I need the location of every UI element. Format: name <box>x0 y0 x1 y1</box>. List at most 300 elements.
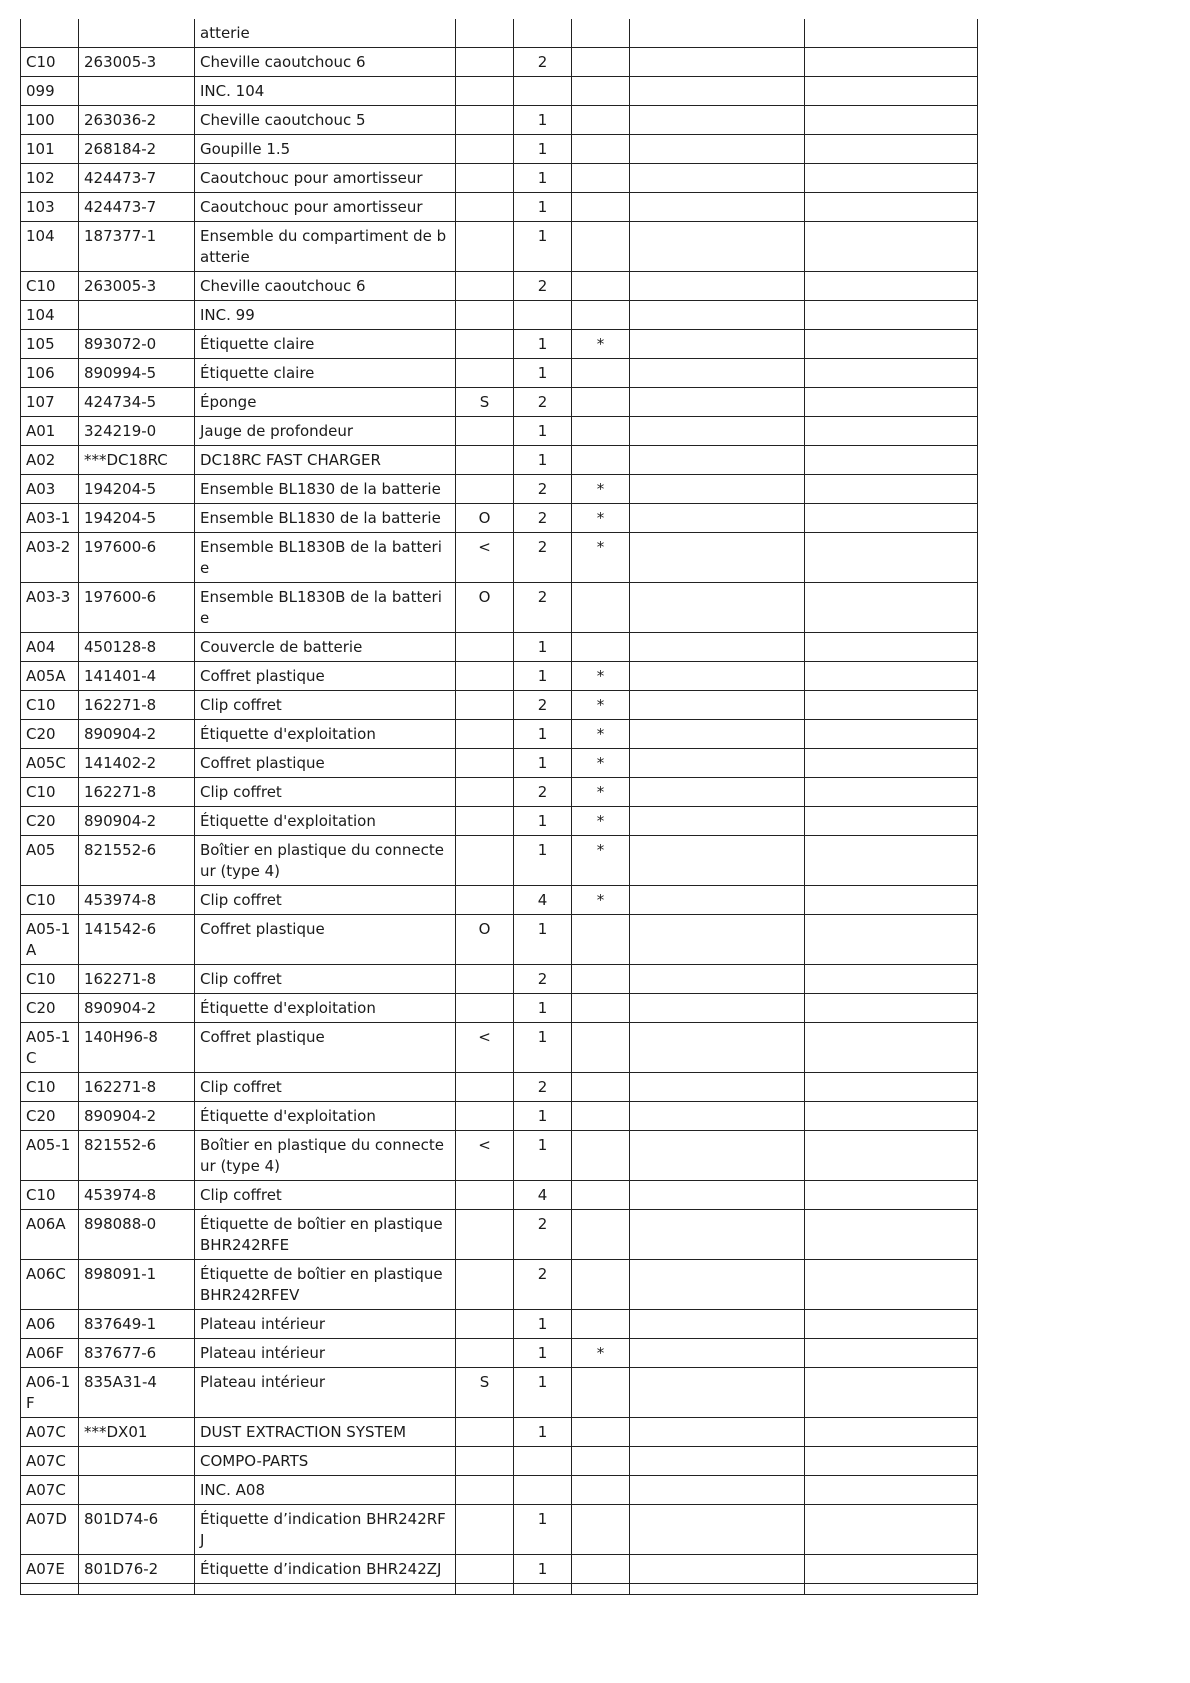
item-number-cell: A06A <box>21 1210 79 1260</box>
table-row <box>21 1447 978 1476</box>
part-number-cell: 194204-5 <box>79 504 195 533</box>
blank-cell <box>630 1505 805 1555</box>
quantity-cell: 4 <box>514 1181 572 1210</box>
quantity-cell: 1 <box>514 720 572 749</box>
table-row <box>21 19 978 48</box>
table-row <box>21 77 978 106</box>
part-number-cell: 263005-3 <box>79 272 195 301</box>
change-mark-cell <box>456 222 514 272</box>
table-row-continuation <box>21 1584 978 1595</box>
change-mark-cell: O <box>456 583 514 633</box>
note-mark-cell <box>572 106 630 135</box>
blank-cell <box>805 475 978 504</box>
blank-cell <box>630 994 805 1023</box>
description-cell: Clip coffret <box>195 691 456 720</box>
part-number-cell: 197600-6 <box>79 583 195 633</box>
item-number-cell: C10 <box>21 778 79 807</box>
change-mark-cell <box>456 836 514 886</box>
item-number-cell: 099 <box>21 77 79 106</box>
quantity-cell: 1 <box>514 164 572 193</box>
blank-cell <box>805 1447 978 1476</box>
change-mark-cell <box>456 106 514 135</box>
blank-cell <box>805 1339 978 1368</box>
quantity-cell: 1 <box>514 633 572 662</box>
blank-cell <box>630 1073 805 1102</box>
table-row <box>21 807 978 836</box>
blank-cell <box>805 164 978 193</box>
part-number-cell: 324219-0 <box>79 417 195 446</box>
part-number-cell: 450128-8 <box>79 633 195 662</box>
blank-cell <box>630 1555 805 1584</box>
quantity-cell: 2 <box>514 504 572 533</box>
description-cell: Clip coffret <box>195 1181 456 1210</box>
note-mark-cell: * <box>572 807 630 836</box>
blank-cell <box>630 1310 805 1339</box>
part-number-cell: ***DX01 <box>79 1418 195 1447</box>
part-number-cell: 890994-5 <box>79 359 195 388</box>
blank-cell <box>805 1073 978 1102</box>
table-row <box>21 359 978 388</box>
blank-cell <box>805 720 978 749</box>
change-mark-cell: O <box>456 915 514 965</box>
description-cell: DC18RC FAST CHARGER <box>195 446 456 475</box>
quantity-cell: 1 <box>514 1023 572 1073</box>
part-number-cell: 263005-3 <box>79 48 195 77</box>
change-mark-cell <box>456 1505 514 1555</box>
table-row <box>21 1418 978 1447</box>
change-mark-cell <box>456 1073 514 1102</box>
table-row <box>21 1368 978 1418</box>
part-number-cell: 898088-0 <box>79 1210 195 1260</box>
table-row <box>21 749 978 778</box>
part-number-cell: 162271-8 <box>79 1073 195 1102</box>
note-mark-cell <box>572 965 630 994</box>
item-number-cell: A07C <box>21 1476 79 1505</box>
change-mark-cell <box>456 886 514 915</box>
blank-cell <box>456 1584 514 1595</box>
quantity-cell: 1 <box>514 359 572 388</box>
quantity-cell: 1 <box>514 1310 572 1339</box>
table-row <box>21 662 978 691</box>
blank-cell <box>630 1447 805 1476</box>
blank-cell <box>805 1260 978 1310</box>
table-row <box>21 691 978 720</box>
quantity-cell: 2 <box>514 1073 572 1102</box>
change-mark-cell <box>456 1339 514 1368</box>
change-mark-cell <box>456 1418 514 1447</box>
item-number-cell: A05-1A <box>21 915 79 965</box>
item-number-cell: C10 <box>21 965 79 994</box>
table-row <box>21 1131 978 1181</box>
item-number-cell: 103 <box>21 193 79 222</box>
blank-cell <box>21 1584 79 1595</box>
note-mark-cell <box>572 1418 630 1447</box>
note-mark-cell: * <box>572 330 630 359</box>
item-number-cell: A05-1C <box>21 1023 79 1073</box>
item-number-cell: 107 <box>21 388 79 417</box>
change-mark-cell <box>456 965 514 994</box>
note-mark-cell: * <box>572 533 630 583</box>
change-mark-cell: < <box>456 1023 514 1073</box>
description-cell: Jauge de profondeur <box>195 417 456 446</box>
change-mark-cell <box>456 19 514 48</box>
description-cell: Étiquette d'exploitation <box>195 720 456 749</box>
change-mark-cell <box>456 1555 514 1584</box>
change-mark-cell <box>456 475 514 504</box>
quantity-cell: 2 <box>514 778 572 807</box>
table-row <box>21 272 978 301</box>
description-cell: Cheville caoutchouc 5 <box>195 106 456 135</box>
note-mark-cell <box>572 272 630 301</box>
description-cell: Goupille 1.5 <box>195 135 456 164</box>
item-number-cell: A03-3 <box>21 583 79 633</box>
part-number-cell: 898091-1 <box>79 1260 195 1310</box>
quantity-cell: 1 <box>514 1555 572 1584</box>
change-mark-cell <box>456 1102 514 1131</box>
description-cell: Étiquette de boîtier en plastique BHR242RFE <box>195 1210 456 1260</box>
note-mark-cell <box>572 1181 630 1210</box>
item-number-cell: 102 <box>21 164 79 193</box>
table-row <box>21 193 978 222</box>
blank-cell <box>805 886 978 915</box>
change-mark-cell <box>456 1210 514 1260</box>
description-cell: Caoutchouc pour amortisseur <box>195 164 456 193</box>
part-number-cell <box>79 1447 195 1476</box>
blank-cell <box>630 662 805 691</box>
table-row <box>21 504 978 533</box>
description-cell: Clip coffret <box>195 886 456 915</box>
blank-cell <box>630 446 805 475</box>
table-row <box>21 135 978 164</box>
part-number-cell: 821552-6 <box>79 836 195 886</box>
change-mark-cell <box>456 633 514 662</box>
table-row <box>21 836 978 886</box>
part-number-cell: 821552-6 <box>79 1131 195 1181</box>
quantity-cell: 1 <box>514 662 572 691</box>
change-mark-cell <box>456 994 514 1023</box>
blank-cell <box>805 1476 978 1505</box>
table-row <box>21 1476 978 1505</box>
description-cell: Cheville caoutchouc 6 <box>195 272 456 301</box>
item-number-cell: C20 <box>21 994 79 1023</box>
description-cell: COMPO-PARTS <box>195 1447 456 1476</box>
change-mark-cell <box>456 691 514 720</box>
blank-cell <box>630 691 805 720</box>
note-mark-cell <box>572 135 630 164</box>
blank-cell <box>805 1584 978 1595</box>
quantity-cell: 2 <box>514 583 572 633</box>
item-number-cell: 105 <box>21 330 79 359</box>
item-number-cell: A03 <box>21 475 79 504</box>
note-mark-cell <box>572 1505 630 1555</box>
item-number-cell: 106 <box>21 359 79 388</box>
item-number-cell: A05-1 <box>21 1131 79 1181</box>
note-mark-cell <box>572 1368 630 1418</box>
note-mark-cell <box>572 164 630 193</box>
blank-cell <box>805 388 978 417</box>
item-number-cell: A06C <box>21 1260 79 1310</box>
blank-cell <box>630 1210 805 1260</box>
blank-cell <box>805 1210 978 1260</box>
change-mark-cell <box>456 301 514 330</box>
change-mark-cell <box>456 193 514 222</box>
note-mark-cell <box>572 1555 630 1584</box>
blank-cell <box>805 807 978 836</box>
item-number-cell: 104 <box>21 301 79 330</box>
change-mark-cell <box>456 446 514 475</box>
item-number-cell: 100 <box>21 106 79 135</box>
note-mark-cell <box>572 1476 630 1505</box>
part-number-cell: 837649-1 <box>79 1310 195 1339</box>
description-cell: Coffret plastique <box>195 662 456 691</box>
part-number-cell: 893072-0 <box>79 330 195 359</box>
description-cell: Étiquette de boîtier en plastique BHR242RFEV <box>195 1260 456 1310</box>
blank-cell <box>805 1418 978 1447</box>
note-mark-cell: * <box>572 475 630 504</box>
blank-cell <box>805 1310 978 1339</box>
note-mark-cell <box>572 1131 630 1181</box>
blank-cell <box>630 388 805 417</box>
item-number-cell: A02 <box>21 446 79 475</box>
blank-cell <box>805 1555 978 1584</box>
part-number-cell: 890904-2 <box>79 807 195 836</box>
blank-cell <box>630 1418 805 1447</box>
part-number-cell: 801D76-2 <box>79 1555 195 1584</box>
table-row <box>21 915 978 965</box>
note-mark-cell <box>572 388 630 417</box>
item-number-cell: A06 <box>21 1310 79 1339</box>
note-mark-cell <box>572 1447 630 1476</box>
change-mark-cell <box>456 1181 514 1210</box>
quantity-cell: 1 <box>514 135 572 164</box>
table-row <box>21 301 978 330</box>
blank-cell <box>805 1102 978 1131</box>
item-number-cell: C10 <box>21 1073 79 1102</box>
item-number-cell: 101 <box>21 135 79 164</box>
part-number-cell: 263036-2 <box>79 106 195 135</box>
blank-cell <box>805 193 978 222</box>
parts-list-body <box>21 19 978 1595</box>
note-mark-cell <box>572 359 630 388</box>
table-row <box>21 886 978 915</box>
blank-cell <box>630 330 805 359</box>
description-cell: Ensemble BL1830 de la batterie <box>195 475 456 504</box>
blank-cell <box>630 1339 805 1368</box>
description-cell: Étiquette d'exploitation <box>195 807 456 836</box>
blank-cell <box>630 720 805 749</box>
quantity-cell: 2 <box>514 388 572 417</box>
table-row <box>21 388 978 417</box>
blank-cell <box>805 533 978 583</box>
blank-cell <box>630 164 805 193</box>
table-row <box>21 533 978 583</box>
description-cell: Étiquette d'exploitation <box>195 994 456 1023</box>
item-number-cell: A01 <box>21 417 79 446</box>
description-cell: Ensemble du compartiment de batterie <box>195 222 456 272</box>
blank-cell <box>630 583 805 633</box>
blank-cell <box>805 135 978 164</box>
blank-cell <box>805 417 978 446</box>
blank-cell <box>805 77 978 106</box>
table-row <box>21 417 978 446</box>
quantity-cell: 2 <box>514 1210 572 1260</box>
table-row <box>21 222 978 272</box>
note-mark-cell: * <box>572 504 630 533</box>
table-row <box>21 778 978 807</box>
item-number-cell: C10 <box>21 272 79 301</box>
blank-cell <box>805 778 978 807</box>
item-number-cell: A07E <box>21 1555 79 1584</box>
blank-cell <box>805 1023 978 1073</box>
blank-cell <box>630 106 805 135</box>
quantity-cell: 1 <box>514 807 572 836</box>
blank-cell <box>630 836 805 886</box>
part-number-cell: 194204-5 <box>79 475 195 504</box>
quantity-cell: 1 <box>514 1102 572 1131</box>
description-cell: DUST EXTRACTION SYSTEM <box>195 1418 456 1447</box>
change-mark-cell <box>456 272 514 301</box>
part-number-cell: 141402-2 <box>79 749 195 778</box>
item-number-cell: A03-2 <box>21 533 79 583</box>
description-cell: Plateau intérieur <box>195 1339 456 1368</box>
part-number-cell: 835A31-4 <box>79 1368 195 1418</box>
blank-cell <box>630 965 805 994</box>
quantity-cell: 1 <box>514 1505 572 1555</box>
table-row <box>21 1210 978 1260</box>
note-mark-cell <box>572 1023 630 1073</box>
table-row <box>21 1505 978 1555</box>
description-cell: Coffret plastique <box>195 915 456 965</box>
item-number-cell: C20 <box>21 1102 79 1131</box>
change-mark-cell <box>456 778 514 807</box>
blank-cell <box>630 222 805 272</box>
change-mark-cell <box>456 48 514 77</box>
note-mark-cell <box>572 19 630 48</box>
note-mark-cell: * <box>572 662 630 691</box>
note-mark-cell <box>572 417 630 446</box>
blank-cell <box>805 691 978 720</box>
blank-cell <box>630 533 805 583</box>
change-mark-cell <box>456 417 514 446</box>
quantity-cell: 2 <box>514 1260 572 1310</box>
quantity-cell <box>514 1476 572 1505</box>
note-mark-cell <box>572 301 630 330</box>
quantity-cell: 1 <box>514 1131 572 1181</box>
note-mark-cell <box>572 446 630 475</box>
blank-cell <box>630 633 805 662</box>
part-number-cell: ***DC18RC <box>79 446 195 475</box>
blank-cell <box>630 193 805 222</box>
change-mark-cell <box>456 720 514 749</box>
blank-cell <box>805 359 978 388</box>
blank-cell <box>630 1368 805 1418</box>
table-row <box>21 446 978 475</box>
note-mark-cell <box>572 583 630 633</box>
quantity-cell: 2 <box>514 691 572 720</box>
blank-cell <box>805 915 978 965</box>
blank-cell <box>630 475 805 504</box>
part-number-cell <box>79 77 195 106</box>
note-mark-cell <box>572 994 630 1023</box>
part-number-cell: 453974-8 <box>79 1181 195 1210</box>
quantity-cell: 1 <box>514 1339 572 1368</box>
description-cell: INC. 104 <box>195 77 456 106</box>
part-number-cell: 141401-4 <box>79 662 195 691</box>
item-number-cell: C10 <box>21 691 79 720</box>
blank-cell <box>805 1368 978 1418</box>
note-mark-cell <box>572 1210 630 1260</box>
quantity-cell <box>514 19 572 48</box>
description-cell: Coffret plastique <box>195 1023 456 1073</box>
change-mark-cell <box>456 1260 514 1310</box>
quantity-cell: 1 <box>514 446 572 475</box>
blank-cell <box>805 994 978 1023</box>
blank-cell <box>630 19 805 48</box>
quantity-cell: 1 <box>514 749 572 778</box>
part-number-cell: 187377-1 <box>79 222 195 272</box>
description-cell: Étiquette d’indication BHR242ZJ <box>195 1555 456 1584</box>
quantity-cell: 1 <box>514 222 572 272</box>
note-mark-cell: * <box>572 886 630 915</box>
description-cell: Clip coffret <box>195 965 456 994</box>
description-cell: Coffret plastique <box>195 749 456 778</box>
description-cell: Étiquette claire <box>195 359 456 388</box>
blank-cell <box>630 417 805 446</box>
change-mark-cell: < <box>456 1131 514 1181</box>
quantity-cell: 4 <box>514 886 572 915</box>
note-mark-cell: * <box>572 1339 630 1368</box>
change-mark-cell: O <box>456 504 514 533</box>
blank-cell <box>630 1584 805 1595</box>
item-number-cell: C20 <box>21 720 79 749</box>
change-mark-cell <box>456 807 514 836</box>
blank-cell <box>805 662 978 691</box>
quantity-cell: 1 <box>514 417 572 446</box>
table-row <box>21 994 978 1023</box>
part-number-cell: 162271-8 <box>79 691 195 720</box>
note-mark-cell: * <box>572 720 630 749</box>
change-mark-cell <box>456 77 514 106</box>
table-row <box>21 1260 978 1310</box>
blank-cell <box>630 504 805 533</box>
change-mark-cell <box>456 1447 514 1476</box>
part-number-cell: 424473-7 <box>79 193 195 222</box>
quantity-cell <box>514 77 572 106</box>
blank-cell <box>630 915 805 965</box>
table-row <box>21 48 978 77</box>
note-mark-cell <box>572 77 630 106</box>
table-row <box>21 720 978 749</box>
blank-cell <box>805 1131 978 1181</box>
description-cell: INC. 99 <box>195 301 456 330</box>
blank-cell <box>805 106 978 135</box>
item-number-cell: C20 <box>21 807 79 836</box>
quantity-cell: 1 <box>514 994 572 1023</box>
note-mark-cell: * <box>572 749 630 778</box>
blank-cell <box>630 1476 805 1505</box>
table-row <box>21 1310 978 1339</box>
part-number-cell: 801D74-6 <box>79 1505 195 1555</box>
blank-cell <box>630 48 805 77</box>
blank-cell <box>630 135 805 164</box>
quantity-cell: 2 <box>514 965 572 994</box>
part-number-cell: 197600-6 <box>79 533 195 583</box>
quantity-cell: 2 <box>514 48 572 77</box>
blank-cell <box>805 1181 978 1210</box>
blank-cell <box>630 1131 805 1181</box>
description-cell: Éponge <box>195 388 456 417</box>
change-mark-cell <box>456 1310 514 1339</box>
